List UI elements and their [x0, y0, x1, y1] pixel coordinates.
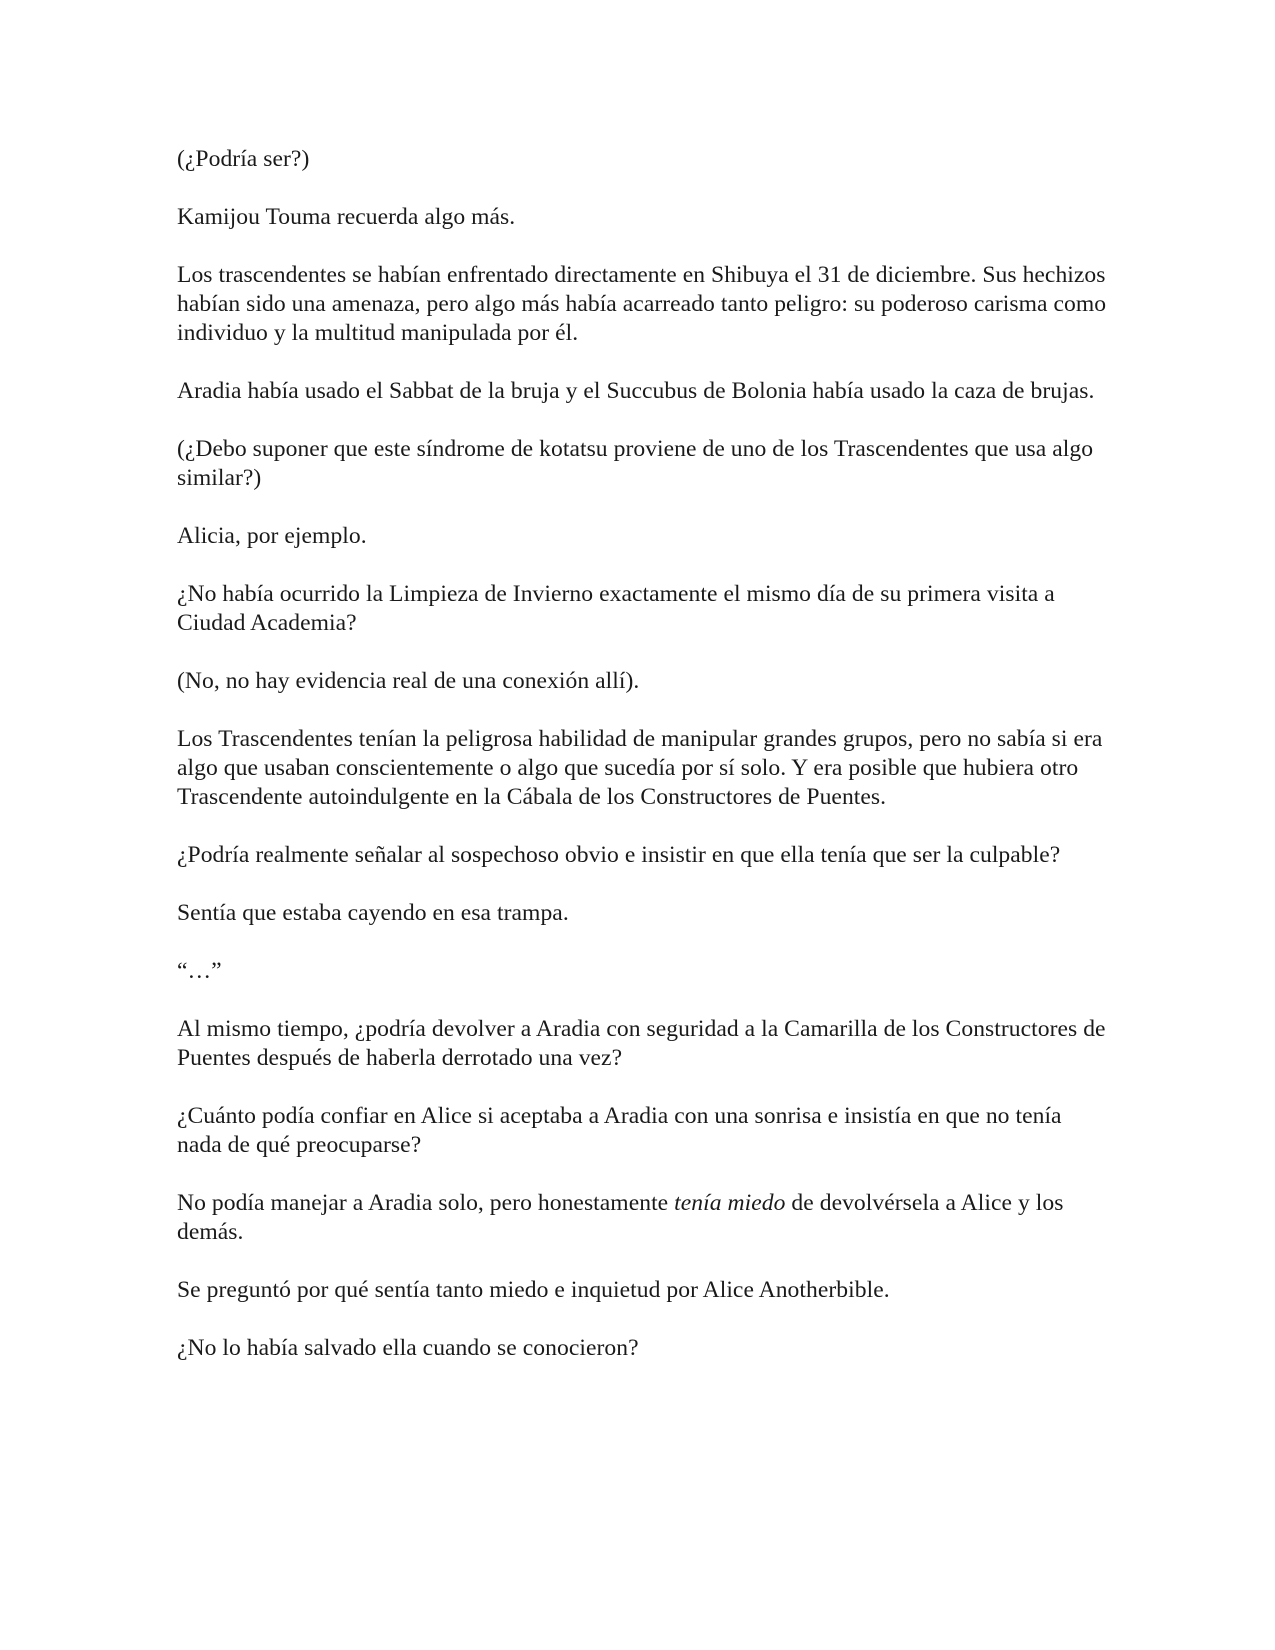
paragraph: Los Trascendentes tenían la peligrosa habilidad de manipular grandes grupos, pero no sabía si era algo que usaban conscientemente o algo que sucedía por sí solo. Y era posible que hubiera otro Trascendente autoindulgente en la Cábala de los Constructores de Puentes. — [177, 726, 1103, 810]
paragraph-text: No podía manejar a Aradia solo, pero honestamente — [177, 1190, 675, 1216]
paragraph: (No, no hay evidencia real de una conexión allí). — [177, 668, 640, 694]
paragraph: (¿Debo suponer que este síndrome de kotatsu proviene de uno de los Trascendentes que usa algo similar?) — [177, 436, 1094, 491]
paragraph: ¿Cuánto podía confiar en Alice si aceptaba a Aradia con una sonrisa e insistía en que no tenía nada de qué preocuparse? — [177, 1103, 1062, 1158]
paragraph: ¿No lo había salvado ella cuando se conocieron? — [177, 1335, 639, 1361]
paragraph: Al mismo tiempo, ¿podría devolver a Aradia con seguridad a la Camarilla de los Constructores de Puentes después de haberla derrotado una vez? — [177, 1016, 1106, 1071]
paragraph: Alicia, por ejemplo. — [177, 523, 367, 549]
paragraph: ¿Podría realmente señalar al sospechoso obvio e insistir en que ella tenía que ser la culpable? — [177, 842, 1061, 868]
paragraph: ¿No había ocurrido la Limpieza de Invierno exactamente el mismo día de su primera visita a Ciudad Academia? — [177, 581, 1055, 636]
paragraph-with-emphasis — [177, 1189, 1107, 1247]
paragraph: Kamijou Touma recuerda algo más. — [177, 204, 516, 230]
emphasis-text: tenía miedo — [674, 1190, 786, 1216]
paragraph: Sentía que estaba cayendo en esa trampa. — [177, 900, 569, 926]
paragraph: (¿Podría ser?) — [177, 146, 310, 172]
paragraph: “…” — [177, 958, 222, 984]
paragraph: Se preguntó por qué sentía tanto miedo e inquietud por Alice Anotherbible. — [177, 1277, 890, 1303]
document-page — [177, 145, 1107, 1392]
paragraph: Los trascendentes se habían enfrentado directamente en Shibuya el 31 de diciembre. Sus hechizos habían sido una amenaza, pero algo más había acarreado tanto peligro: su poderoso carisma como individuo y la multitud manipulada por él. — [177, 262, 1107, 346]
paragraph: Aradia había usado el Sabbat de la bruja y el Succubus de Bolonia había usado la caza de brujas. — [177, 378, 1095, 404]
paragraph-text: de devolvérsela a Alice y los demás. — [177, 1190, 1064, 1245]
